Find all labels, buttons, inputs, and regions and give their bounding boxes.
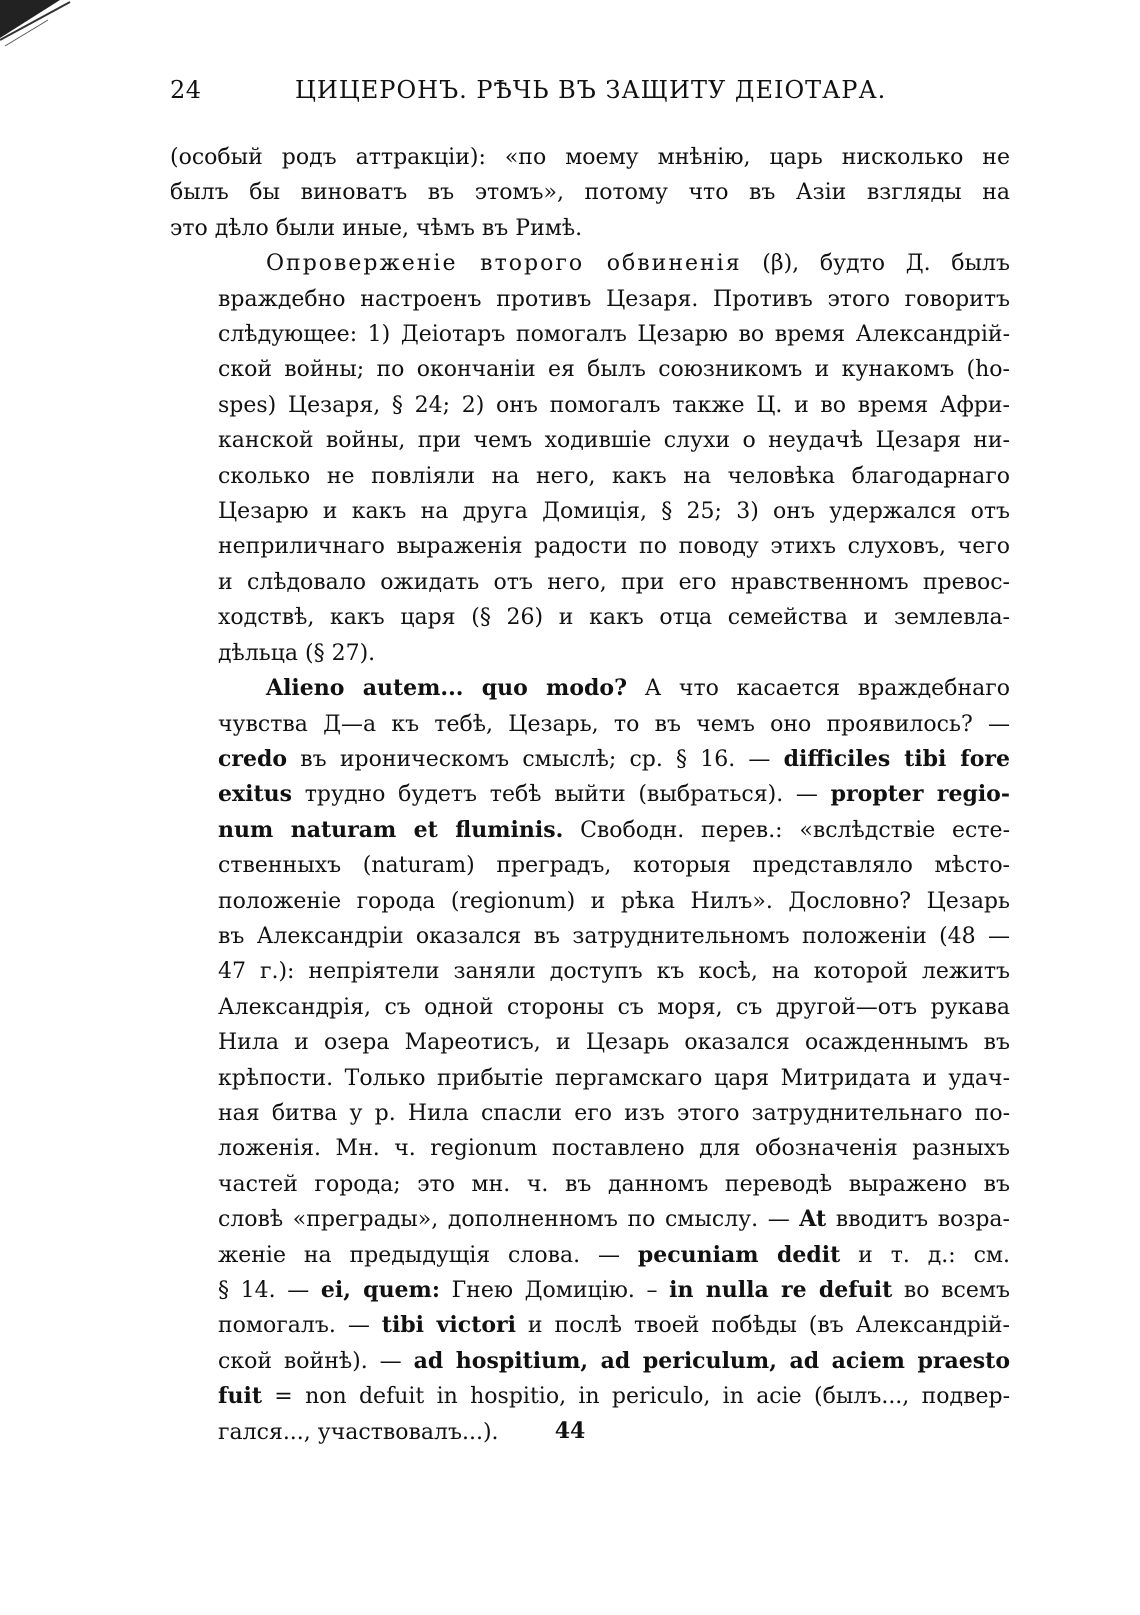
- text-line: [170, 707, 1010, 742]
- text-run: это дѣло были иные, чѣмъ въ Римѣ.: [170, 215, 583, 241]
- text-run: дѣльца (§ 27).: [218, 640, 376, 666]
- text-line: [170, 282, 1010, 317]
- text-line: [170, 954, 1010, 989]
- text-line: [170, 1096, 1010, 1131]
- text-run: враждебно настроенъ противъ Цезаря. Противъ этого говоритъ: [218, 286, 1010, 312]
- text-line: [170, 990, 1010, 1025]
- paragraph: [170, 140, 1010, 246]
- text-run: Цезарю и какъ на друга Домиція, § 25; 3) онъ удержался отъ: [218, 499, 1010, 525]
- text-run: словѣ «преграды», дополненномъ по смыслу. —: [218, 1207, 800, 1233]
- bold-term: credo: [218, 745, 288, 772]
- text-line: [170, 1344, 1010, 1379]
- text-line: [170, 1202, 1010, 1237]
- text-run: былъ бы виноватъ въ этомъ», потому что въ Азіи взгляды на: [170, 180, 1010, 206]
- text-line: [170, 211, 1010, 246]
- spaced-heading: Опроверженіе второго обвиненія: [266, 251, 742, 277]
- text-run: spes) Цезаря, § 24; 2) онъ помогалъ также Ц. и во время Афри-: [218, 392, 1010, 418]
- text-run: Свободн. перев.: «вслѣдствіе есте-: [563, 817, 1010, 843]
- bold-term: exitus: [218, 781, 293, 808]
- text-run: частей города; это мн. ч. въ данномъ переводѣ выражено въ: [218, 1171, 1010, 1197]
- bold-term: in nulla re defuit: [669, 1277, 893, 1303]
- text-line: [170, 1061, 1010, 1096]
- text-line: [170, 246, 1010, 281]
- bold-term: fuit: [218, 1383, 262, 1410]
- text-line: [170, 671, 1010, 706]
- text-run: канской войны, при чемъ ходившіе слухи о неудачѣ Цезаря ни-: [218, 428, 1010, 454]
- scan-corner-streak: [0, 0, 90, 50]
- text-line: [170, 529, 1010, 564]
- paragraph: [170, 671, 1010, 1450]
- text-run: и слѣдовало ожидать отъ него, при его нравственномъ превос-: [218, 569, 1010, 595]
- text-line: [170, 636, 1010, 671]
- text-line: [170, 352, 1010, 387]
- bold-term: ei, quem:: [320, 1277, 440, 1303]
- text-line: [170, 1131, 1010, 1166]
- bold-term: At: [799, 1206, 827, 1233]
- text-line: [170, 1273, 1010, 1308]
- text-line: [170, 884, 1010, 919]
- text-run: А что касается враждебнаго: [626, 676, 1010, 702]
- text-run: помогалъ. —: [218, 1313, 382, 1339]
- text-run: во всемъ: [892, 1278, 1010, 1303]
- bold-term: propter regio-: [830, 781, 1010, 808]
- text-run: ложенія. Мн. ч. regionum поставлено для обозначенія разныхъ: [218, 1136, 1010, 1162]
- text-run: Нила и озера Мареотисъ, и Цезарь оказался осажденнымъ въ: [218, 1030, 1010, 1056]
- body-text: [170, 140, 1010, 1450]
- text-run: женіе на предыдущія слова. —: [218, 1242, 638, 1268]
- text-line: [170, 459, 1010, 494]
- text-line: [170, 494, 1010, 529]
- bold-term: pecuniam dedit: [637, 1241, 841, 1268]
- paragraph: [170, 246, 1010, 671]
- page-number: 24: [170, 76, 202, 104]
- text-run: (особый родъ аттракціи): «по моему мнѣнію, царь нисколько не: [170, 145, 1010, 170]
- text-run: положеніе города (regionum) и рѣка Нилъ». Дословно? Цезарь: [218, 888, 1010, 914]
- text-line: [170, 919, 1010, 954]
- bold-term: ad hospitium, ad periculum, ad aciem praesto: [413, 1347, 1011, 1374]
- text-run: въ ироническомъ смыслѣ; ср. § 16. —: [287, 746, 784, 772]
- text-run: = non defuit in hospitio, in periculo, in acie (былъ..., подвер-: [261, 1384, 1010, 1410]
- text-run: въ Александріи оказался въ затруднительномъ положеніи (48 —: [218, 923, 1010, 949]
- text-line: [170, 600, 1010, 635]
- text-run: Гнею Домицію. –: [439, 1278, 670, 1303]
- signature-mark: 44: [554, 1418, 586, 1444]
- text-line: [170, 848, 1010, 883]
- text-run: сколько не повліяли на него, какъ на человѣка благодарнаго: [218, 463, 1010, 489]
- text-run: ственныхъ (naturam) преградъ, которыя представляло мѣсто-: [218, 853, 1010, 879]
- text-line: [170, 1379, 1010, 1414]
- text-run: неприличнаго выраженія радости по поводу этихъ слуховъ, чего: [218, 534, 1010, 560]
- text-run: крѣпости. Только прибытіе пергамскаго царя Митридата и удач-: [218, 1065, 1010, 1091]
- text-line: [170, 1308, 1010, 1343]
- text-line: [170, 1025, 1010, 1060]
- text-run: ской войны; по окончаніи ея былъ союзникомъ и кунакомъ (ho-: [218, 357, 1010, 383]
- bold-term: num naturam et fluminis.: [218, 816, 564, 843]
- text-line: [170, 388, 1010, 423]
- text-run: § 14. —: [218, 1278, 321, 1303]
- bold-term: Alieno autem... quo modo?: [266, 675, 627, 702]
- text-run: и т. д.: см.: [840, 1242, 1010, 1268]
- running-title: ЦИЦЕРОНЪ. РѢЧЬ ВЪ ЗАЩИТУ ДЕІОТАРА.: [295, 76, 887, 104]
- text-run: гался..., участвовалъ...).: [218, 1419, 499, 1445]
- text-line: [170, 317, 1010, 352]
- text-run: (β), будто Д. былъ: [741, 251, 1011, 277]
- text-run: ской войнѣ). —: [218, 1348, 414, 1374]
- text-line: [170, 813, 1010, 848]
- text-line: [170, 423, 1010, 458]
- text-line: [170, 1167, 1010, 1202]
- text-run: ходствѣ, какъ царя (§ 26) и какъ отца семейства и землевла-: [218, 605, 1010, 631]
- text-line: [170, 1238, 1010, 1273]
- text-run: ная битва у р. Нила спасли его изъ этого затруднительнаго по-: [218, 1100, 1010, 1126]
- text-run: вводитъ возра-: [826, 1207, 1010, 1233]
- text-run: и послѣ твоей побѣды (въ Александрій-: [515, 1313, 1010, 1339]
- bold-term: tibi victori: [381, 1312, 516, 1339]
- text-line: [170, 175, 1010, 210]
- text-line: [170, 565, 1010, 600]
- text-line: [170, 777, 1010, 812]
- text-run: 47 г.): непріятели заняли доступъ къ косѣ, на которой лежитъ: [218, 959, 1010, 985]
- text-run: трудно будетъ тебѣ выйти (выбраться). —: [292, 782, 831, 808]
- text-line: [170, 742, 1010, 777]
- text-line: [170, 140, 1010, 175]
- text-run: Александрія, съ одной стороны съ моря, съ другой—отъ рукава: [218, 994, 1010, 1020]
- bold-term: difficiles tibi fore: [783, 745, 1010, 772]
- text-run: слѣдующее: 1) Деіотаръ помогалъ Цезарю во время Александрій-: [218, 322, 1010, 348]
- text-run: чувства Д—а къ тебѣ, Цезарь, то въ чемъ оно проявилось? —: [218, 711, 1010, 737]
